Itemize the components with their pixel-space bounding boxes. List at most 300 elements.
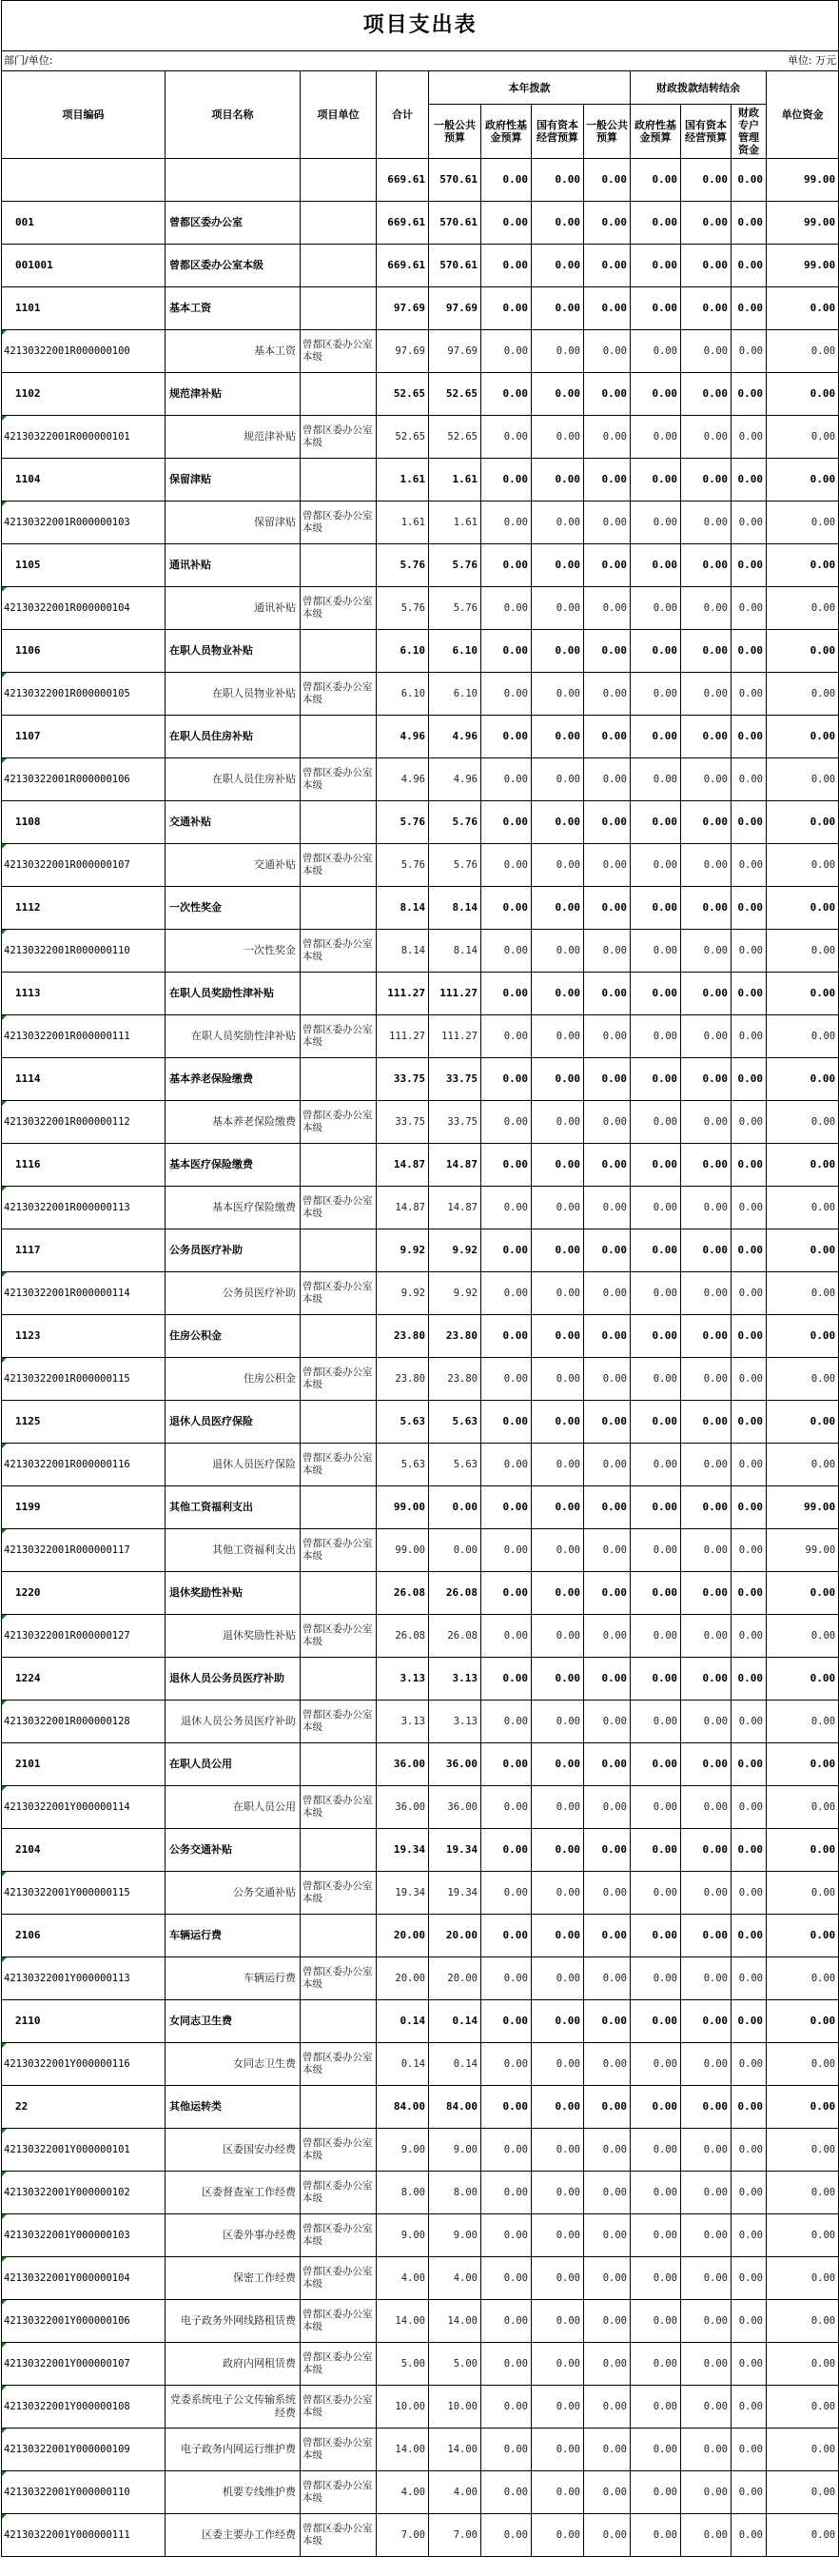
- cell-state-capital: 0.00: [532, 1101, 584, 1144]
- cell-unit-funds: 0.00: [767, 2172, 839, 2214]
- cell-general: 26.08: [429, 1615, 481, 1658]
- cell-carryover-state-capital: 0.00: [681, 501, 732, 544]
- cell-gov-fund: 0.00: [481, 416, 532, 459]
- cell-state-capital: 0.00: [532, 245, 584, 287]
- cell-general: 14.00: [429, 2429, 481, 2471]
- cell-name: 公务交通补贴: [166, 1872, 301, 1915]
- cell-special-account: 0.00: [732, 2429, 767, 2471]
- cell-carryover-general: 0.00: [584, 2343, 631, 2386]
- cell-state-capital: 0.00: [532, 1272, 584, 1315]
- cell-unit-funds: 99.00: [767, 1529, 839, 1572]
- cell-gov-fund: 0.00: [481, 2257, 532, 2300]
- cell-unit: 曾都区委办公室本级: [301, 1786, 377, 1829]
- cell-unit: [301, 1486, 377, 1529]
- cell-carryover-general: 0.00: [584, 1315, 631, 1358]
- cell-general: 0.14: [429, 2043, 481, 2086]
- cell-carryover-gov-fund: 0.00: [631, 801, 681, 844]
- cell-carryover-state-capital: 0.00: [681, 1401, 732, 1444]
- cell-carryover-gov-fund: 0.00: [631, 330, 681, 373]
- cell-carryover-gov-fund: 0.00: [631, 1615, 681, 1658]
- cell-carryover-general: 0.00: [584, 2386, 631, 2429]
- cell-carryover-gov-fund: 0.00: [631, 844, 681, 887]
- cell-carryover-general: 0.00: [584, 2172, 631, 2214]
- cell-carryover-gov-fund: 0.00: [631, 1572, 681, 1615]
- cell-special-account: 0.00: [732, 1144, 767, 1187]
- cell-code: 1105: [2, 544, 166, 587]
- cell-total: 20.00: [377, 1957, 429, 2000]
- cell-carryover-general: 0.00: [584, 330, 631, 373]
- cell-code: 42130322001R000000101: [2, 416, 166, 459]
- cell-total: 52.65: [377, 373, 429, 416]
- cell-general: 0.00: [429, 1529, 481, 1572]
- cell-unit-funds: 0.00: [767, 973, 839, 1015]
- header-unit: 项目单位: [301, 71, 377, 159]
- cell-unit: [301, 1144, 377, 1187]
- cell-carryover-gov-fund: 0.00: [631, 973, 681, 1015]
- cell-carryover-general: 0.00: [584, 2043, 631, 2086]
- cell-code: 42130322001Y000000113: [2, 1957, 166, 2000]
- table-row: [2, 673, 839, 716]
- table-row: [2, 1358, 839, 1401]
- cell-total: 5.76: [377, 587, 429, 630]
- cell-carryover-gov-fund: 0.00: [631, 2043, 681, 2086]
- table-row: [2, 1786, 839, 1829]
- cell-unit: 曾都区委办公室本级: [301, 1615, 377, 1658]
- cell-unit: [301, 1229, 377, 1272]
- cell-carryover-state-capital: 0.00: [681, 801, 732, 844]
- cell-carryover-gov-fund: 0.00: [631, 1486, 681, 1529]
- cell-code: 42130322001R000000128: [2, 1701, 166, 1743]
- cell-special-account: 0.00: [732, 887, 767, 930]
- cell-code: 42130322001R000000111: [2, 1015, 166, 1058]
- cell-carryover-state-capital: 0.00: [681, 2514, 732, 2557]
- cell-unit-funds: 0.00: [767, 2043, 839, 2086]
- cell-name: 交通补贴: [166, 844, 301, 887]
- cell-total: 6.10: [377, 630, 429, 673]
- cell-carryover-general: 0.00: [584, 202, 631, 245]
- cell-unit-funds: 0.00: [767, 716, 839, 758]
- cell-state-capital: 0.00: [532, 2214, 584, 2257]
- cell-name: 退休人员医疗保险: [166, 1444, 301, 1486]
- cell-special-account: 0.00: [732, 1615, 767, 1658]
- cell-general: 3.13: [429, 1701, 481, 1743]
- cell-carryover-general: 0.00: [584, 801, 631, 844]
- cell-carryover-gov-fund: 0.00: [631, 2471, 681, 2514]
- cell-unit: [301, 1401, 377, 1444]
- cell-carryover-general: 0.00: [584, 1658, 631, 1701]
- cell-name: 公务员医疗补助: [166, 1272, 301, 1315]
- cell-carryover-state-capital: 0.00: [681, 544, 732, 587]
- cell-general: 5.00: [429, 2343, 481, 2386]
- cell-general: 6.10: [429, 673, 481, 716]
- cell-unit-funds: 0.00: [767, 758, 839, 801]
- table-row: [2, 2129, 839, 2172]
- cell-carryover-state-capital: 0.00: [681, 1358, 732, 1401]
- cell-state-capital: 0.00: [532, 544, 584, 587]
- cell-carryover-general: 0.00: [584, 1058, 631, 1101]
- table-row: [2, 1101, 839, 1144]
- cell-name: 政府内网租赁费: [166, 2343, 301, 2386]
- cell-total: 669.61: [377, 159, 429, 202]
- cell-unit: [301, 1915, 377, 1957]
- cell-total: 99.00: [377, 1529, 429, 1572]
- cell-special-account: 0.00: [732, 459, 767, 501]
- cell-state-capital: 0.00: [532, 459, 584, 501]
- cell-code: 42130322001Y000000116: [2, 2043, 166, 2086]
- cell-name: 住房公积金: [166, 1358, 301, 1401]
- cell-unit-funds: 0.00: [767, 1272, 839, 1315]
- cell-general: 10.00: [429, 2386, 481, 2429]
- cell-total: 4.96: [377, 758, 429, 801]
- cell-special-account: 0.00: [732, 2300, 767, 2343]
- cell-gov-fund: 0.00: [481, 673, 532, 716]
- cell-total: 3.13: [377, 1701, 429, 1743]
- cell-carryover-general: 0.00: [584, 459, 631, 501]
- cell-carryover-state-capital: 0.00: [681, 1315, 732, 1358]
- cell-code: 1224: [2, 1658, 166, 1701]
- cell-carryover-gov-fund: 0.00: [631, 287, 681, 330]
- cell-unit: [301, 1743, 377, 1786]
- cell-state-capital: 0.00: [532, 2429, 584, 2471]
- cell-carryover-gov-fund: 0.00: [631, 501, 681, 544]
- header-group-carryover: 财政拨款结转结余: [631, 71, 767, 105]
- cell-unit-funds: 0.00: [767, 1187, 839, 1229]
- table-row: [2, 245, 839, 287]
- cell-carryover-state-capital: 0.00: [681, 1187, 732, 1229]
- table-row: [2, 587, 839, 630]
- cell-general: 570.61: [429, 202, 481, 245]
- cell-carryover-gov-fund: 0.00: [631, 1315, 681, 1358]
- cell-total: 4.96: [377, 716, 429, 758]
- header-general-budget: 一般公共预算: [429, 105, 481, 159]
- cell-general: 33.75: [429, 1058, 481, 1101]
- header-unit-funds: 单位资金: [767, 71, 839, 159]
- cell-code: 1114: [2, 1058, 166, 1101]
- cell-gov-fund: 0.00: [481, 202, 532, 245]
- table-row: [2, 2386, 839, 2429]
- cell-carryover-general: 0.00: [584, 2514, 631, 2557]
- currency-unit-label: 单位: 万元: [532, 51, 839, 71]
- cell-unit: [301, 544, 377, 587]
- cell-state-capital: 0.00: [532, 2000, 584, 2043]
- cell-carryover-general: 0.00: [584, 1529, 631, 1572]
- cell-carryover-gov-fund: 0.00: [631, 1401, 681, 1444]
- cell-carryover-gov-fund: 0.00: [631, 1101, 681, 1144]
- cell-name: 规范津补贴: [166, 373, 301, 416]
- cell-carryover-state-capital: 0.00: [681, 630, 732, 673]
- cell-name: 其他运转类: [166, 2086, 301, 2129]
- cell-gov-fund: 0.00: [481, 1401, 532, 1444]
- cell-total: 36.00: [377, 1786, 429, 1829]
- cell-name: 曾都区委办公室本级: [166, 245, 301, 287]
- cell-state-capital: 0.00: [532, 587, 584, 630]
- cell-carryover-state-capital: 0.00: [681, 1486, 732, 1529]
- cell-code: 42130322001R000000115: [2, 1358, 166, 1401]
- cell-general: 0.00: [429, 1486, 481, 1529]
- cell-name: 通讯补贴: [166, 544, 301, 587]
- cell-special-account: 0.00: [732, 758, 767, 801]
- table-row: [2, 416, 839, 459]
- cell-general: 7.00: [429, 2514, 481, 2557]
- cell-unit-funds: 0.00: [767, 287, 839, 330]
- cell-name: 在职人员住房补贴: [166, 758, 301, 801]
- table-row: [2, 887, 839, 930]
- cell-total: 0.14: [377, 2000, 429, 2043]
- cell-total: 84.00: [377, 2086, 429, 2129]
- cell-unit-funds: 0.00: [767, 801, 839, 844]
- cell-general: 52.65: [429, 373, 481, 416]
- cell-state-capital: 0.00: [532, 416, 584, 459]
- table-row: [2, 930, 839, 973]
- cell-carryover-state-capital: 0.00: [681, 159, 732, 202]
- cell-code: 1125: [2, 1401, 166, 1444]
- cell-special-account: 0.00: [732, 844, 767, 887]
- cell-unit: [301, 373, 377, 416]
- table-row: [2, 1743, 839, 1786]
- cell-code: 42130322001Y000000107: [2, 2343, 166, 2386]
- cell-unit: 曾都区委办公室本级: [301, 2514, 377, 2557]
- cell-general: 19.34: [429, 1872, 481, 1915]
- cell-code: 1107: [2, 716, 166, 758]
- cell-carryover-gov-fund: 0.00: [631, 159, 681, 202]
- cell-code: 42130322001R000000107: [2, 844, 166, 887]
- cell-carryover-state-capital: 0.00: [681, 373, 732, 416]
- cell-carryover-gov-fund: 0.00: [631, 2129, 681, 2172]
- cell-gov-fund: 0.00: [481, 1529, 532, 1572]
- cell-state-capital: 0.00: [532, 844, 584, 887]
- cell-carryover-general: 0.00: [584, 973, 631, 1015]
- cell-state-capital: 0.00: [532, 330, 584, 373]
- cell-carryover-general: 0.00: [584, 1957, 631, 2000]
- cell-special-account: 0.00: [732, 1358, 767, 1401]
- table-row: [2, 1529, 839, 1572]
- cell-unit: 曾都区委办公室本级: [301, 673, 377, 716]
- cell-carryover-gov-fund: 0.00: [631, 1701, 681, 1743]
- cell-special-account: 0.00: [732, 287, 767, 330]
- cell-total: 5.63: [377, 1401, 429, 1444]
- cell-general: 36.00: [429, 1743, 481, 1786]
- table-row: [2, 501, 839, 544]
- cell-general: 3.13: [429, 1658, 481, 1701]
- cell-name: 区委外事办经费: [166, 2214, 301, 2257]
- cell-carryover-state-capital: 0.00: [681, 1743, 732, 1786]
- header-total: 合计: [377, 71, 429, 159]
- cell-state-capital: 0.00: [532, 2129, 584, 2172]
- cell-carryover-gov-fund: 0.00: [631, 202, 681, 245]
- cell-state-capital: 0.00: [532, 1572, 584, 1615]
- cell-special-account: 0.00: [732, 2129, 767, 2172]
- cell-carryover-general: 0.00: [584, 1615, 631, 1658]
- cell-general: 97.69: [429, 330, 481, 373]
- cell-total: 9.92: [377, 1229, 429, 1272]
- cell-unit: 曾都区委办公室本级: [301, 2129, 377, 2172]
- cell-unit: 曾都区委办公室本级: [301, 1957, 377, 2000]
- cell-special-account: 0.00: [732, 1786, 767, 1829]
- cell-name: 党委系统电子公文传输系统经费: [166, 2386, 301, 2429]
- cell-carryover-general: 0.00: [584, 1743, 631, 1786]
- cell-unit-funds: 0.00: [767, 2471, 839, 2514]
- cell-carryover-gov-fund: 0.00: [631, 544, 681, 587]
- cell-state-capital: 0.00: [532, 501, 584, 544]
- expenditure-sheet: [1, 0, 838, 2557]
- cell-gov-fund: 0.00: [481, 1272, 532, 1315]
- table-row: [2, 1401, 839, 1444]
- cell-gov-fund: 0.00: [481, 1444, 532, 1486]
- cell-code: 42130322001Y000000109: [2, 2429, 166, 2471]
- cell-carryover-general: 0.00: [584, 2471, 631, 2514]
- cell-unit: [301, 1058, 377, 1101]
- cell-gov-fund: 0.00: [481, 1915, 532, 1957]
- cell-general: 4.96: [429, 758, 481, 801]
- cell-unit-funds: 0.00: [767, 330, 839, 373]
- cell-code: 42130322001Y000000111: [2, 2514, 166, 2557]
- cell-gov-fund: 0.00: [481, 1615, 532, 1658]
- cell-unit-funds: 0.00: [767, 1743, 839, 1786]
- cell-gov-fund: 0.00: [481, 2086, 532, 2129]
- cell-general: 8.14: [429, 887, 481, 930]
- cell-unit: [301, 1829, 377, 1872]
- cell-gov-fund: 0.00: [481, 544, 532, 587]
- cell-carryover-general: 0.00: [584, 716, 631, 758]
- cell-carryover-state-capital: 0.00: [681, 1915, 732, 1957]
- cell-carryover-state-capital: 0.00: [681, 2043, 732, 2086]
- cell-special-account: 0.00: [732, 630, 767, 673]
- cell-unit: [301, 973, 377, 1015]
- table-row: [2, 202, 839, 245]
- cell-carryover-gov-fund: 0.00: [631, 245, 681, 287]
- cell-name: 基本养老保险缴费: [166, 1058, 301, 1101]
- cell-general: 5.76: [429, 844, 481, 887]
- cell-special-account: 0.00: [732, 1915, 767, 1957]
- cell-carryover-state-capital: 0.00: [681, 1529, 732, 1572]
- cell-general: 14.87: [429, 1187, 481, 1229]
- cell-carryover-gov-fund: 0.00: [631, 930, 681, 973]
- cell-unit-funds: 0.00: [767, 1358, 839, 1401]
- cell-total: 4.00: [377, 2257, 429, 2300]
- cell-general: 570.61: [429, 245, 481, 287]
- cell-carryover-gov-fund: 0.00: [631, 2514, 681, 2557]
- cell-carryover-state-capital: 0.00: [681, 2172, 732, 2214]
- cell-state-capital: 0.00: [532, 1829, 584, 1872]
- table-row: [2, 1229, 839, 1272]
- cell-code: 42130322001R000000112: [2, 1101, 166, 1144]
- cell-name: 规范津补贴: [166, 416, 301, 459]
- cell-unit: 曾都区委办公室本级: [301, 1529, 377, 1572]
- cell-unit-funds: 0.00: [767, 1957, 839, 2000]
- cell-code: 1123: [2, 1315, 166, 1358]
- cell-state-capital: 0.00: [532, 1358, 584, 1401]
- cell-gov-fund: 0.00: [481, 2386, 532, 2429]
- cell-unit: [301, 1315, 377, 1358]
- cell-total: 14.00: [377, 2300, 429, 2343]
- cell-unit-funds: 0.00: [767, 673, 839, 716]
- cell-carryover-gov-fund: 0.00: [631, 2300, 681, 2343]
- cell-code: 42130322001R000000114: [2, 1272, 166, 1315]
- cell-carryover-gov-fund: 0.00: [631, 2343, 681, 2386]
- table-row: [2, 1915, 839, 1957]
- cell-unit: 曾都区委办公室本级: [301, 1701, 377, 1743]
- cell-special-account: 0.00: [732, 159, 767, 202]
- cell-code: 42130322001R000000104: [2, 587, 166, 630]
- cell-unit-funds: 0.00: [767, 930, 839, 973]
- cell-carryover-state-capital: 0.00: [681, 1615, 732, 1658]
- cell-unit-funds: 0.00: [767, 1872, 839, 1915]
- cell-gov-fund: 0.00: [481, 2471, 532, 2514]
- cell-carryover-general: 0.00: [584, 1572, 631, 1615]
- cell-code: 001: [2, 202, 166, 245]
- cell-gov-fund: 0.00: [481, 1187, 532, 1229]
- cell-name: 车辆运行费: [166, 1915, 301, 1957]
- cell-special-account: 0.00: [732, 245, 767, 287]
- cell-state-capital: 0.00: [532, 2043, 584, 2086]
- cell-gov-fund: 0.00: [481, 587, 532, 630]
- header-name: 项目名称: [166, 71, 301, 159]
- cell-state-capital: 0.00: [532, 1615, 584, 1658]
- cell-total: 33.75: [377, 1058, 429, 1101]
- cell-gov-fund: 0.00: [481, 973, 532, 1015]
- cell-unit-funds: 0.00: [767, 844, 839, 887]
- cell-unit: 曾都区委办公室本级: [301, 2386, 377, 2429]
- cell-total: 99.00: [377, 1486, 429, 1529]
- cell-gov-fund: 0.00: [481, 2514, 532, 2557]
- cell-carryover-state-capital: 0.00: [681, 2129, 732, 2172]
- cell-carryover-state-capital: 0.00: [681, 930, 732, 973]
- cell-name: 基本工资: [166, 330, 301, 373]
- cell-carryover-gov-fund: 0.00: [631, 2000, 681, 2043]
- cell-gov-fund: 0.00: [481, 1486, 532, 1529]
- cell-code: [2, 159, 166, 202]
- cell-unit: 曾都区委办公室本级: [301, 1187, 377, 1229]
- cell-carryover-general: 0.00: [584, 1829, 631, 1872]
- cell-special-account: 0.00: [732, 1829, 767, 1872]
- cell-general: 19.34: [429, 1829, 481, 1872]
- cell-state-capital: 0.00: [532, 758, 584, 801]
- cell-unit: 曾都区委办公室本级: [301, 1101, 377, 1144]
- cell-total: 669.61: [377, 245, 429, 287]
- cell-unit: [301, 287, 377, 330]
- cell-unit: 曾都区委办公室本级: [301, 1015, 377, 1058]
- cell-special-account: 0.00: [732, 1315, 767, 1358]
- table-row: [2, 2043, 839, 2086]
- cell-carryover-gov-fund: 0.00: [631, 1444, 681, 1486]
- cell-unit-funds: 0.00: [767, 1829, 839, 1872]
- cell-carryover-general: 0.00: [584, 2300, 631, 2343]
- cell-code: 2110: [2, 2000, 166, 2043]
- cell-unit-funds: 0.00: [767, 1572, 839, 1615]
- cell-name: 在职人员奖励性津补贴: [166, 973, 301, 1015]
- cell-gov-fund: 0.00: [481, 2343, 532, 2386]
- cell-carryover-gov-fund: 0.00: [631, 1957, 681, 2000]
- cell-carryover-gov-fund: 0.00: [631, 1144, 681, 1187]
- cell-carryover-general: 0.00: [584, 2429, 631, 2471]
- cell-general: 111.27: [429, 1015, 481, 1058]
- cell-carryover-general: 0.00: [584, 159, 631, 202]
- cell-unit: 曾都区委办公室本级: [301, 2214, 377, 2257]
- cell-code: 1108: [2, 801, 166, 844]
- header-carryover-general: 一般公共预算: [584, 105, 631, 159]
- cell-unit: 曾都区委办公室本级: [301, 1272, 377, 1315]
- cell-name: 电子政务外网线路租赁费: [166, 2300, 301, 2343]
- cell-special-account: 0.00: [732, 1572, 767, 1615]
- cell-unit: 曾都区委办公室本级: [301, 2043, 377, 2086]
- cell-name: 在职人员物业补贴: [166, 673, 301, 716]
- cell-unit-funds: 0.00: [767, 459, 839, 501]
- cell-name: 通讯补贴: [166, 587, 301, 630]
- cell-code: 42130322001R000000110: [2, 930, 166, 973]
- table-row: [2, 1486, 839, 1529]
- cell-code: 1220: [2, 1572, 166, 1615]
- cell-carryover-gov-fund: 0.00: [631, 1915, 681, 1957]
